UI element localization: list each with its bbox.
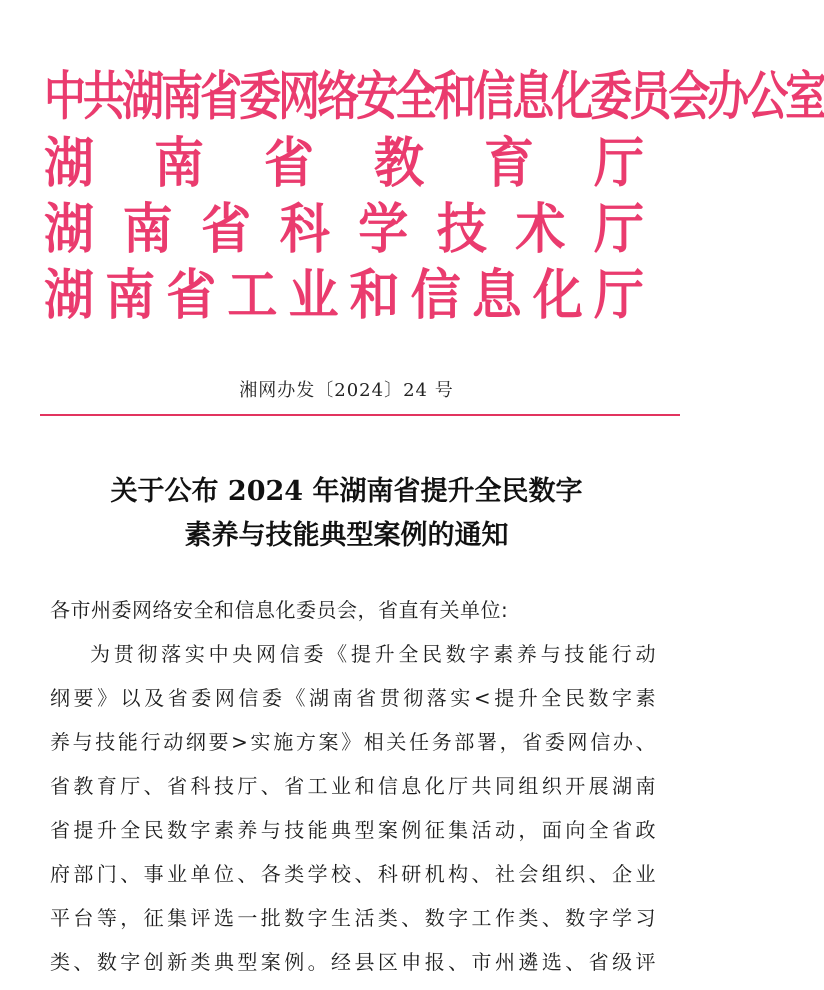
- title-line-1: 关于公布 2024 年湖南省提升全民数字: [110, 476, 583, 507]
- issuer-education-department: 湖 南 省 教 育 厅: [44, 131, 644, 195]
- body-line-4: 省教育厅、省科技厅、省工业和信息化厅共同组织开展湖南: [50, 774, 656, 798]
- body-line-3: 养与技能行动纲要>实施方案》相关任务部署，省委网信办、: [50, 730, 656, 754]
- body-line-7: 平台等，征集评选一批数字生活类、数字工作类、数字学习: [50, 906, 656, 930]
- body-line-1: 为贯彻落实中央网信委《提升全民数字素养与技能行动: [90, 642, 656, 666]
- issuing-authorities: [44, 65, 824, 334]
- issuer-industry-it-department: 湖 南 省 工 业 和 信 息 化 厅: [44, 263, 644, 327]
- red-header-rule: [40, 414, 680, 416]
- salutation: 各市州委网络安全和信息化委员会，省直有关单位:: [50, 598, 509, 622]
- issuer-cyberspace-office: 中 共 湖 南 省 委 网 络 安 全 和 信 息 化 委 员 会 办 公 室: [44, 65, 824, 127]
- document-title: [0, 470, 693, 558]
- title-line-2: 素养与技能典型案例的通知: [184, 520, 509, 551]
- document-number: 湘网办发〔2024〕24 号: [239, 380, 454, 401]
- body-line-2: 纲要》以及省委网信委《湖南省贯彻落实<提升全民数字素: [50, 686, 656, 710]
- body-line-8: 类、数字创新类典型案例。经县区申报、市州遴选、省级评: [50, 950, 656, 974]
- body-line-6: 府部门、事业单位、各类学校、科研机构、社会组织、企业: [50, 862, 656, 886]
- document-body: [50, 588, 656, 984]
- issuer-science-technology-department: 湖 南 省 科 学 技 术 厅: [44, 197, 644, 261]
- body-line-5: 省提升全民数字素养与技能典型案例征集活动，面向全省政: [50, 818, 656, 842]
